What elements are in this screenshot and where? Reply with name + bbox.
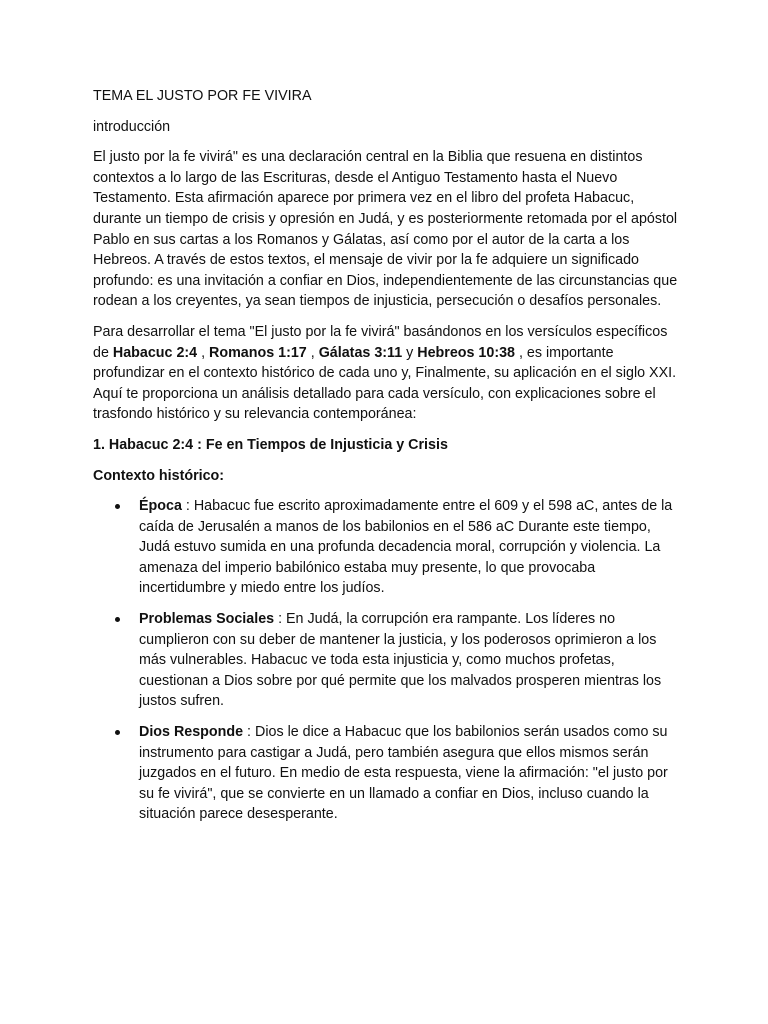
- verse-ref-romanos: Romanos 1:17: [209, 344, 307, 361]
- bullet-item-problemas-sociales: [93, 609, 679, 712]
- context-bullet-list: [93, 496, 679, 825]
- context-heading: [93, 466, 679, 487]
- bullet-text: : Dios le dice a Habacuc que los babilonios serán usados como su instrumento para castigar a Judá, pero también asegura que ellos mismos serán juzgados en el futuro. En medio de esta respuesta, viene la afirmación: "el justo por su fe vivirá", que se convierte en un llamado a confiar en Dios, incluso cuando la situación parece desesperante.: [139, 724, 668, 823]
- intro-label: introducción: [93, 118, 171, 135]
- bullet-dot-icon: [115, 617, 120, 622]
- verse-ref-habacuc: Habacuc 2:4: [112, 344, 198, 361]
- development-text-1: Para desarrollar el tema "El justo por la fe vivirá" basándonos en los versículos específicos de: [93, 323, 668, 361]
- verse-ref-hebreos: Hebreos 10:38: [417, 344, 515, 361]
- intro-paragraph: El justo por la fe vivirá" es una declaración central en la Biblia que resuena en distintos contextos a lo largo de las Escrituras, desde el Antiguo Testamento hasta el Nuevo Testamento. Esta afirmación aparece por primera vez en el libro del profeta Habacuc, durante un tiempo de crisis y opresión en Judá, y es posteriormente retomada por el apóstol Pablo en sus cartas a los Romanos y Gálatas, así como por el autor de la carta a los Hebreos. A través de estos textos, el mensaje de vivir por la fe adquiere un significado profundo: es una invitación a confiar en Dios, independientemente de las circunstancias que rodean a los creyentes, ya sean tiempos de injusticia, persecución o desafíos personales.: [93, 149, 678, 310]
- development-text-2: ,: [197, 344, 210, 361]
- development-text-3: ,: [306, 344, 319, 361]
- verse-ref-galatas: Gálatas 3:11: [318, 344, 403, 361]
- context-heading-text: Contexto histórico:: [93, 467, 225, 484]
- bullet-term: Problemas Sociales: [139, 611, 275, 628]
- bullet-text: : Habacuc fue escrito aproximadamente entre el 609 y el 598 aC, antes de la caída de Jerusalén a manos de los babilonios en el 586 aC Durante este tiempo, Judá estuvo sumida en una profunda decadencia moral, corrupción y violencia. La amenaza del imperio babilónico estaba muy presente, lo que provocaba incertidumbre y miedo entre los judíos.: [139, 498, 673, 597]
- section-heading: [93, 435, 679, 456]
- development-text-4: y: [402, 344, 418, 361]
- development-paragraph: [93, 322, 679, 425]
- section-heading-text: 1. Habacuc 2:4 : Fe en Tiempos de Injusticia y Crisis: [93, 436, 448, 453]
- document-page: [93, 86, 679, 835]
- development-text-5: , es importante profundizar en el contexto histórico de cada uno y, Finalmente, su aplicación en el siglo XXI. Aquí te proporciona un análisis detallado para cada versículo, con explicaciones sobre el trasfondo histórico y su relevancia contemporánea:: [93, 344, 677, 423]
- bullet-text: : En Judá, la corrupción era rampante. Los líderes no cumplieron con su deber de mantener la justicia, y los poderosos oprimieron a los más vulnerables. Habacuc ve toda esta injusticia y, como muchos profetas, cuestionan a Dios sobre por qué permite que los malvados prosperen mientras los justos sufren.: [139, 611, 662, 710]
- bullet-term: Dios Responde: [139, 724, 244, 741]
- bullet-dot-icon: [115, 730, 120, 735]
- bullet-term: Época: [139, 498, 182, 515]
- document-title: TEMA EL JUSTO POR FE VIVIRA: [93, 88, 312, 104]
- bullet-item-epoca: [93, 496, 679, 599]
- bullet-dot-icon: [115, 504, 120, 509]
- bullet-item-dios-responde: [93, 722, 679, 825]
